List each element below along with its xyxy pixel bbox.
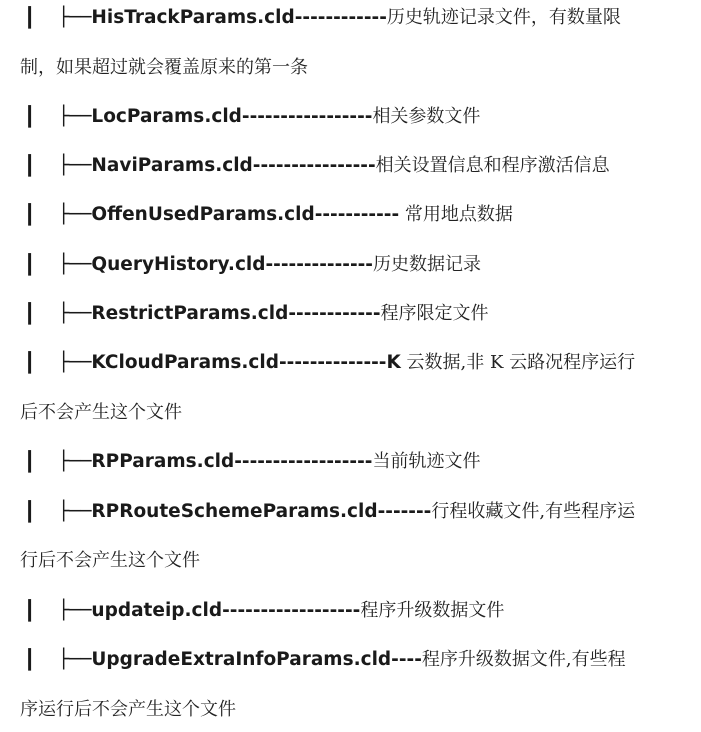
file-entry xyxy=(58,645,626,675)
tree-branch-glyph: ┃ xyxy=(24,501,36,523)
file-description: 程序限定文件 xyxy=(380,303,489,324)
list-item xyxy=(0,497,701,527)
file-entry xyxy=(58,348,635,378)
file-entry xyxy=(58,299,489,329)
file-name: ├──RPParams.cld------------------ xyxy=(58,451,373,472)
file-name: ├──OffenUsedParams.cld----------- xyxy=(58,204,400,225)
tree-branch-glyph: ┃ xyxy=(24,155,36,177)
file-description: 常用地点数据 xyxy=(399,204,513,225)
file-name: ├──KCloudParams.cld--------------K xyxy=(58,352,401,373)
file-name: ├──RPRouteSchemeParams.cld------- xyxy=(58,501,432,522)
file-entry xyxy=(58,596,504,626)
file-name: ├──HisTrackParams.cld------------ xyxy=(58,7,387,28)
file-description-continued: 序运行后不会产生这个文件 xyxy=(20,699,236,720)
list-item xyxy=(0,250,701,280)
file-entry xyxy=(58,250,481,280)
list-item-continuation xyxy=(0,53,701,83)
tree-branch-glyph: ┃ xyxy=(24,303,36,325)
tree-branch-glyph: ┃ xyxy=(24,649,36,671)
file-entry xyxy=(58,447,480,477)
file-entry xyxy=(58,151,610,181)
tree-branch-glyph: ┃ xyxy=(24,352,36,374)
list-item xyxy=(0,102,701,132)
file-description: 行程收藏文件,有些程序运 xyxy=(431,501,636,522)
file-description-continued: 后不会产生这个文件 xyxy=(20,402,182,423)
tree-branch-glyph: ┃ xyxy=(24,7,36,29)
file-entry xyxy=(58,3,621,33)
tree-branch-glyph: ┃ xyxy=(24,106,36,128)
list-item-continuation xyxy=(0,398,701,428)
tree-branch-glyph: ┃ xyxy=(24,254,36,276)
file-description: 云数据,非 K 云路况程序运行 xyxy=(400,352,636,373)
file-description-continued: 行后不会产生这个文件 xyxy=(20,550,200,571)
file-name: ├──UpgradeExtraInfoParams.cld---- xyxy=(58,649,422,670)
tree-branch-glyph: ┃ xyxy=(24,600,36,622)
list-item xyxy=(0,447,701,477)
tree-branch-glyph: ┃ xyxy=(24,451,36,473)
list-item xyxy=(0,299,701,329)
file-entry xyxy=(58,497,635,527)
file-name: ├──QueryHistory.cld-------------- xyxy=(58,254,373,275)
file-description: 相关参数文件 xyxy=(372,106,481,127)
file-name: ├──NaviParams.cld---------------- xyxy=(58,155,376,176)
list-item xyxy=(0,151,701,181)
tree-branch-glyph: ┃ xyxy=(24,204,36,226)
list-item xyxy=(0,645,701,675)
file-name: ├──LocParams.cld----------------- xyxy=(58,106,373,127)
file-description: 相关设置信息和程序激活信息 xyxy=(375,155,610,176)
file-name: ├──updateip.cld------------------ xyxy=(58,600,361,621)
file-description: 历史轨迹记录文件，有数量限 xyxy=(386,7,621,28)
file-description: 程序升级数据文件,有些程 xyxy=(421,649,626,670)
list-item-continuation xyxy=(0,546,701,576)
list-item xyxy=(0,200,701,230)
file-description-continued: 制，如果超过就会覆盖原来的第一条 xyxy=(20,57,308,78)
file-name: ├──RestrictParams.cld------------ xyxy=(58,303,381,324)
file-description: 当前轨迹文件 xyxy=(372,451,481,472)
list-item xyxy=(0,348,701,378)
file-description: 历史数据记录 xyxy=(373,254,481,275)
list-item-continuation xyxy=(0,695,701,725)
file-description: 程序升级数据文件 xyxy=(360,600,505,621)
list-item xyxy=(0,596,701,626)
file-entry xyxy=(58,102,480,132)
file-entry xyxy=(58,200,513,230)
list-item xyxy=(0,3,701,33)
